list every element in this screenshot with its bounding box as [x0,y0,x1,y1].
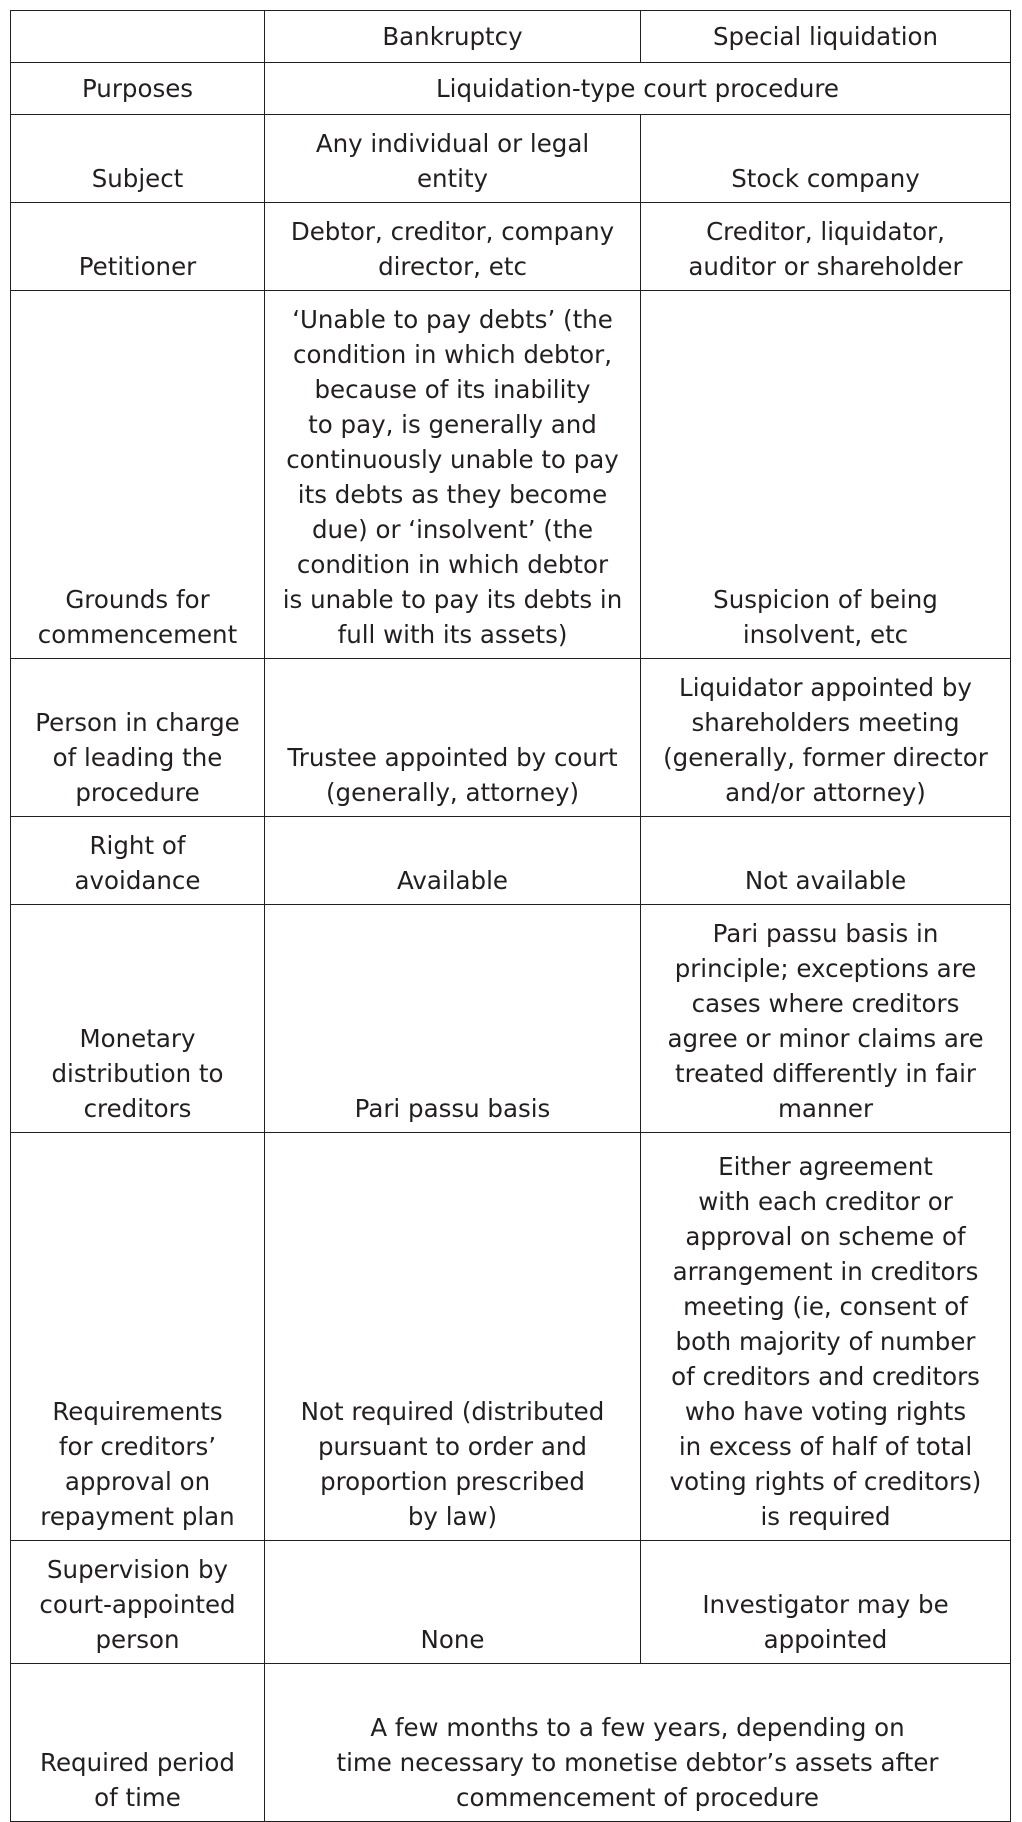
header-row [11,11,1011,63]
special-liquidation-cell: Pari passu basis in principle; exceptions are cases where creditors agree or minor claims are treated differently in fair manner [641,905,1011,1133]
row-label: Person in charge of leading the procedure [11,659,265,817]
merged-cell: A few months to a few years, depending on time necessary to monetise debtor’s assets after commencement of procedure [265,1664,1011,1822]
table-row-person-in-charge [11,659,1011,817]
bankruptcy-cell: Any individual or legal entity [265,115,641,203]
special-liquidation-cell: Stock company [641,115,1011,203]
table-row-monetary-distribution [11,905,1011,1133]
row-label: Purposes [11,63,265,115]
table-row-grounds [11,291,1011,659]
table-row-right-of-avoidance [11,817,1011,905]
special-liquidation-cell: Not available [641,817,1011,905]
table-row-subject [11,115,1011,203]
table-row-petitioner [11,203,1011,291]
bankruptcy-cell: Pari passu basis [265,905,641,1133]
bankruptcy-cell: Available [265,817,641,905]
bankruptcy-cell: Trustee appointed by court (generally, attorney) [265,659,641,817]
row-label: Right of avoidance [11,817,265,905]
table-row-purposes [11,63,1011,115]
comparison-table [10,10,1011,1822]
bankruptcy-cell: None [265,1541,641,1664]
bankruptcy-cell: Debtor, creditor, company director, etc [265,203,641,291]
table-row-required-period [11,1664,1011,1822]
header-cell-special-liquidation: Special liquidation [641,11,1011,63]
header-cell-empty [11,11,265,63]
bankruptcy-cell: Not required (distributed pursuant to order and proportion prescribed by law) [265,1133,641,1541]
row-label: Supervision by court-appointed person [11,1541,265,1664]
row-label: Subject [11,115,265,203]
special-liquidation-cell: Liquidator appointed by shareholders meeting (generally, former director and/or attorney) [641,659,1011,817]
row-label: Requirements for creditors’ approval on repayment plan [11,1133,265,1541]
row-label: Required period of time [11,1664,265,1822]
special-liquidation-cell: Investigator may be appointed [641,1541,1011,1664]
header-cell-bankruptcy: Bankruptcy [265,11,641,63]
bankruptcy-cell: ‘Unable to pay debts’ (the condition in which debtor, because of its inability to pay, is generally and continuously unable to pay its debts as they become due) or ‘insolvent’ (the condition in which debtor is unable to pay its debts in full with its assets) [265,291,641,659]
table-row-supervision [11,1541,1011,1664]
row-label: Petitioner [11,203,265,291]
row-label: Grounds for commencement [11,291,265,659]
merged-cell: Liquidation-type court procedure [265,63,1011,115]
special-liquidation-cell: Suspicion of being insolvent, etc [641,291,1011,659]
row-label: Monetary distribution to creditors [11,905,265,1133]
table-row-creditor-approval [11,1133,1011,1541]
special-liquidation-cell: Creditor, liquidator, auditor or shareholder [641,203,1011,291]
special-liquidation-cell: Either agreement with each creditor or approval on scheme of arrangement in creditors meeting (ie, consent of both majority of number of creditors and creditors who have voting rights in excess of half of total voting rights of creditors) is required [641,1133,1011,1541]
